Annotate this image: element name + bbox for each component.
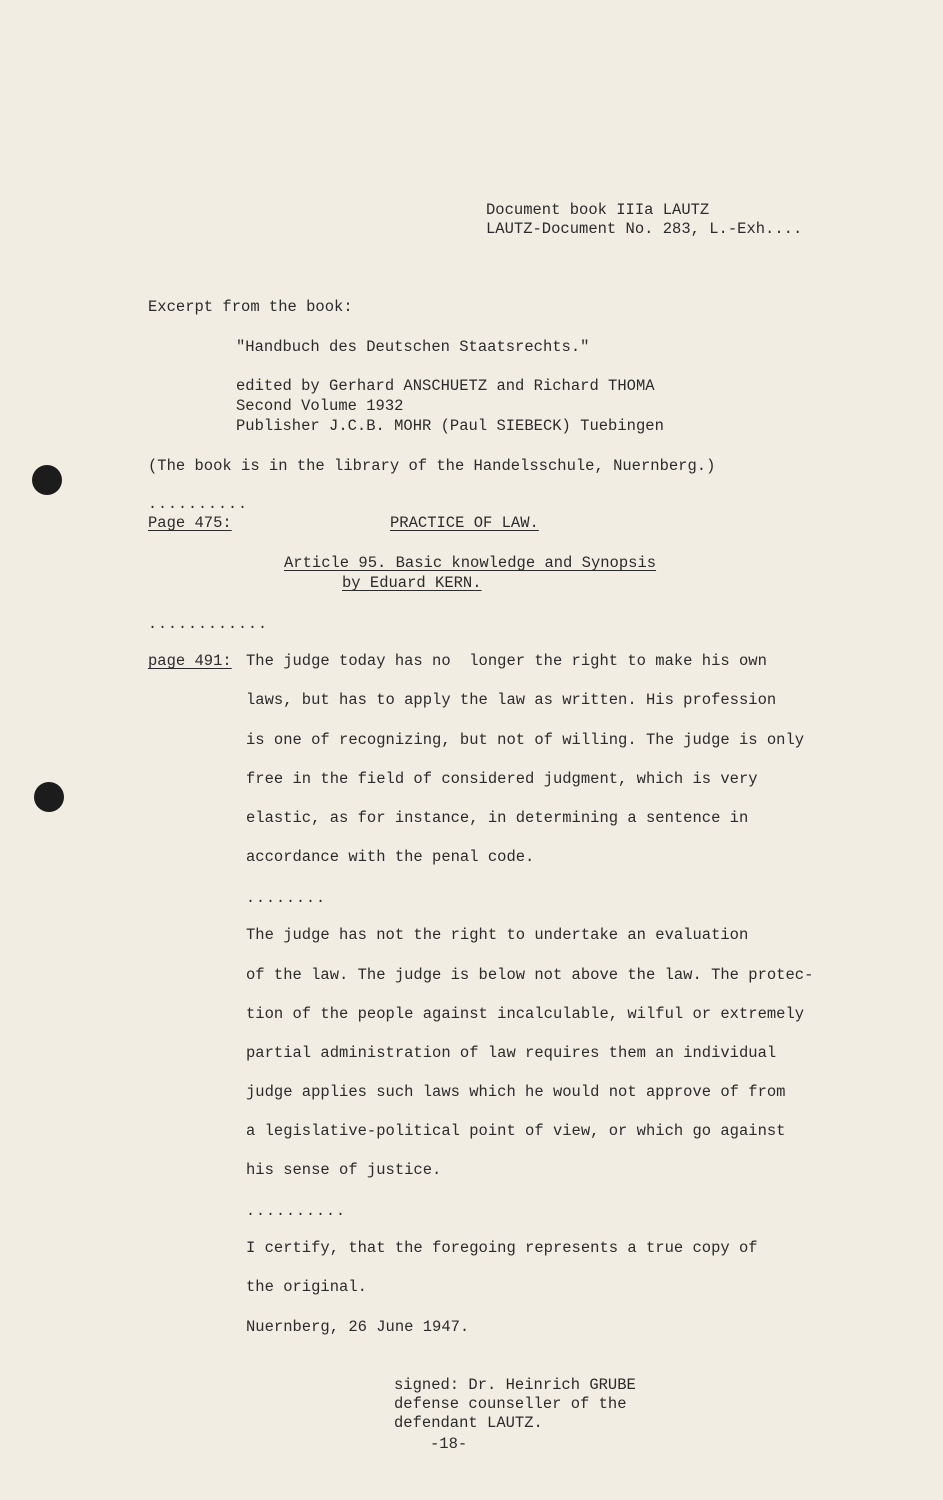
library-note: (The book is in the library of the Handelsschule, Nuernberg.): [148, 457, 716, 475]
book-volume: Second Volume 1932: [236, 397, 404, 415]
book-editors: edited by Gerhard ANSCHUETZ and Richard THOMA: [236, 377, 655, 395]
header-line-2: LAUTZ-Document No. 283, L.-Exh....: [486, 220, 803, 238]
body-line: a legislative-political point of view, or which go against: [246, 1122, 786, 1140]
certification-line: the original.: [246, 1278, 367, 1296]
body-line: accordance with the penal code.: [246, 848, 535, 866]
signature-line-2: defense counseller of the: [394, 1395, 627, 1413]
body-line: elastic, as for instance, in determining a sentence in: [246, 809, 749, 827]
signature-line-3: defendant LAUTZ.: [394, 1414, 543, 1432]
page-491-label: page 491:: [148, 652, 232, 670]
separator-dots: ..........: [148, 496, 249, 513]
book-title: "Handbuch des Deutschen Staatsrechts.": [236, 338, 590, 356]
section-heading: PRACTICE OF LAW.: [390, 514, 539, 532]
body-line: The judge has not the right to undertake an evaluation: [246, 926, 749, 944]
punch-hole: [32, 465, 62, 495]
body-line: his sense of justice.: [246, 1161, 442, 1179]
body-line: of the law. The judge is below not above the law. The protec-: [246, 966, 814, 984]
separator-dots: ........: [246, 890, 327, 907]
body-line: tion of the people against incalculable, wilful or extremely: [246, 1005, 805, 1023]
separator-dots: ..........: [246, 1203, 347, 1220]
article-title-line-2: by Eduard KERN.: [342, 574, 482, 592]
separator-dots: ............: [148, 616, 269, 633]
signature-line-1: signed: Dr. Heinrich GRUBE: [394, 1376, 636, 1394]
header-line-1: Document book IIIa LAUTZ: [486, 201, 710, 219]
page-number: -18-: [430, 1435, 468, 1453]
excerpt-intro: Excerpt from the book:: [148, 298, 353, 316]
body-line: laws, but has to apply the law as written. His profession: [246, 691, 777, 709]
article-title-line-1: Article 95. Basic knowledge and Synopsis: [284, 554, 657, 572]
body-line: The judge today has no longer the right to make his own: [246, 652, 767, 670]
page-475-label: Page 475:: [148, 514, 232, 532]
punch-hole: [34, 782, 64, 812]
place-date: Nuernberg, 26 June 1947.: [246, 1318, 470, 1336]
body-line: free in the field of considered judgment, which is very: [246, 770, 758, 788]
body-line: partial administration of law requires them an individual: [246, 1044, 777, 1062]
body-line: judge applies such laws which he would not approve of from: [246, 1083, 786, 1101]
body-line: is one of recognizing, but not of willing. The judge is only: [246, 731, 805, 749]
certification-line: I certify, that the foregoing represents a true copy of: [246, 1239, 758, 1257]
book-publisher: Publisher J.C.B. MOHR (Paul SIEBECK) Tuebingen: [236, 417, 664, 435]
